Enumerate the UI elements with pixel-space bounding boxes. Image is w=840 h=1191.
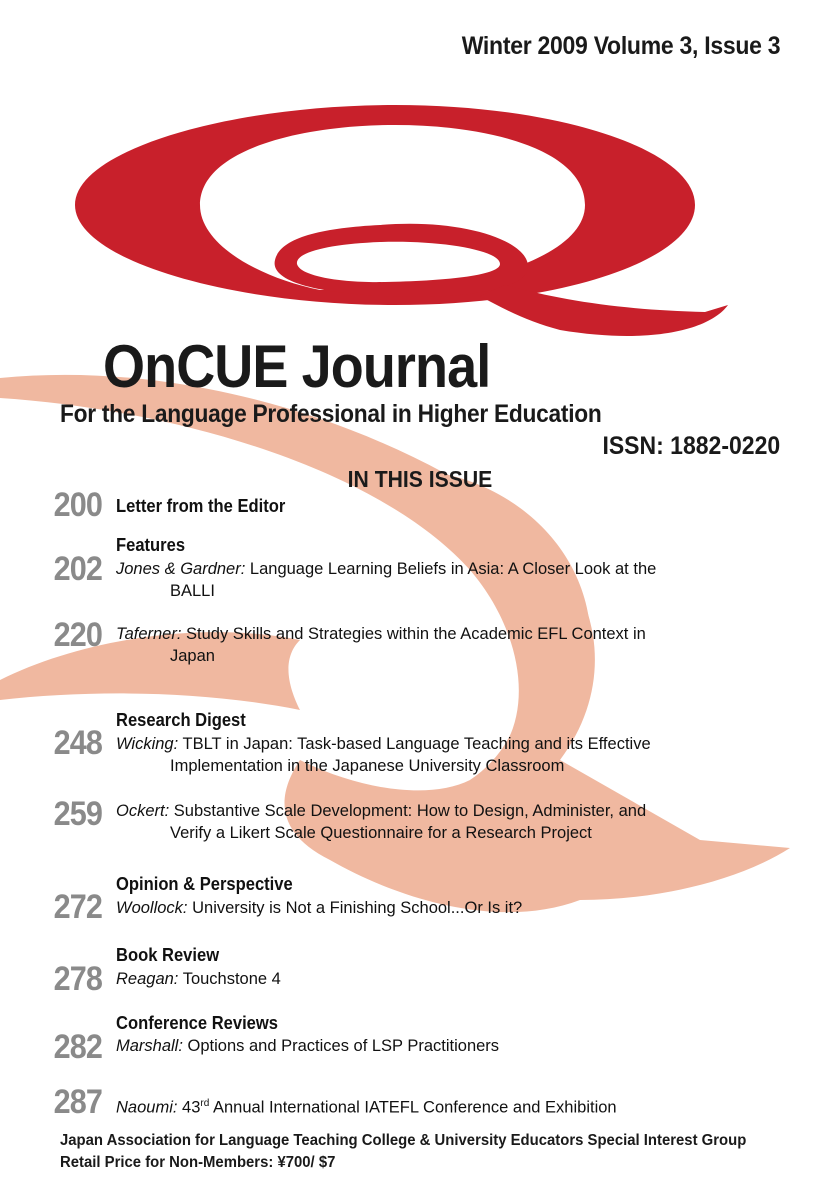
page-number: 202 (53, 550, 102, 588)
section-research-digest: Research Digest (116, 710, 246, 730)
ordinal-suffix: rd (200, 1098, 210, 1109)
page-number: 220 (53, 616, 102, 654)
toc-entry (116, 1093, 736, 1119)
red-q-tail (480, 285, 728, 336)
entry-title: TBLT in Japan: Task-based Language Teaching and its Effective (182, 735, 651, 753)
footer (60, 1130, 746, 1174)
issn-number: ISSN: 1882-0220 (602, 432, 780, 460)
section-book-review: Book Review (116, 945, 220, 965)
toc-entry (116, 1035, 736, 1057)
page-number: 278 (53, 960, 102, 998)
entry-title: Annual International IATEFL Conference and Exhibition (213, 1098, 617, 1117)
entry-title: Substantive Scale Development: How to Design, Administer, and (173, 802, 647, 820)
toc-entry (116, 800, 736, 844)
entry-author: Jones & Gardner: (116, 560, 246, 578)
page-number: 272 (53, 888, 102, 926)
contents-heading: IN THIS ISSUE (347, 466, 493, 492)
entry-author: Taferner: (116, 625, 182, 643)
page-number: 259 (53, 795, 102, 833)
entry-title-number: 43 (182, 1098, 201, 1117)
entry-title: Touchstone 4 (182, 970, 281, 988)
toc-entry (116, 897, 736, 919)
red-q-ring (75, 105, 695, 305)
red-q-inner-loop (275, 224, 528, 297)
issue-line: Winter 2009 Volume 3, Issue 3 (461, 32, 780, 60)
entry-title-continued: Verify a Likert Scale Questionnaire for a Research Project (170, 824, 592, 842)
entry-title: Language Learning Beliefs in Asia: A Closer Look at the (249, 560, 657, 578)
page-number: 248 (53, 724, 102, 762)
entry-title-continued: Japan (170, 647, 215, 665)
entry-author: Marshall: (116, 1037, 183, 1055)
entry-title: Options and Practices of LSP Practitioners (187, 1037, 500, 1055)
entry-author: Naoumi: (116, 1098, 178, 1117)
entry-author: Woollock: (116, 899, 188, 917)
toc-entry (116, 733, 736, 777)
entry-title: University is Not a Finishing School...Or Is it? (192, 899, 523, 917)
toc-entry (116, 968, 736, 990)
page-number: 200 (53, 486, 102, 524)
section-conference-reviews: Conference Reviews (116, 1013, 278, 1033)
entry-author: Reagan: (116, 970, 179, 988)
publisher-line: Japan Association for Language Teaching College & University Educators Special Interest Group (60, 1132, 747, 1149)
entry-title-continued: BALLI (170, 582, 215, 600)
toc-entry (116, 558, 736, 602)
page-number: 282 (53, 1028, 102, 1066)
entry-title-continued: Implementation in the Japanese University Classroom (170, 757, 565, 775)
section-editor-letter: Letter from the Editor (116, 496, 286, 516)
page-number: 287 (53, 1083, 102, 1121)
section-features: Features (116, 535, 186, 555)
entry-author: Ockert: (116, 802, 170, 820)
toc-entry (116, 623, 736, 667)
journal-title: OnCUE Journal (103, 333, 491, 400)
entry-author: Wicking: (116, 735, 179, 753)
section-opinion: Opinion & Perspective (116, 874, 293, 894)
journal-subtitle: For the Language Professional in Higher Education (60, 400, 602, 428)
entry-title: Study Skills and Strategies within the Academic EFL Context in (186, 625, 646, 643)
price-line: Retail Price for Non-Members: ¥700/ $7 (60, 1154, 336, 1171)
